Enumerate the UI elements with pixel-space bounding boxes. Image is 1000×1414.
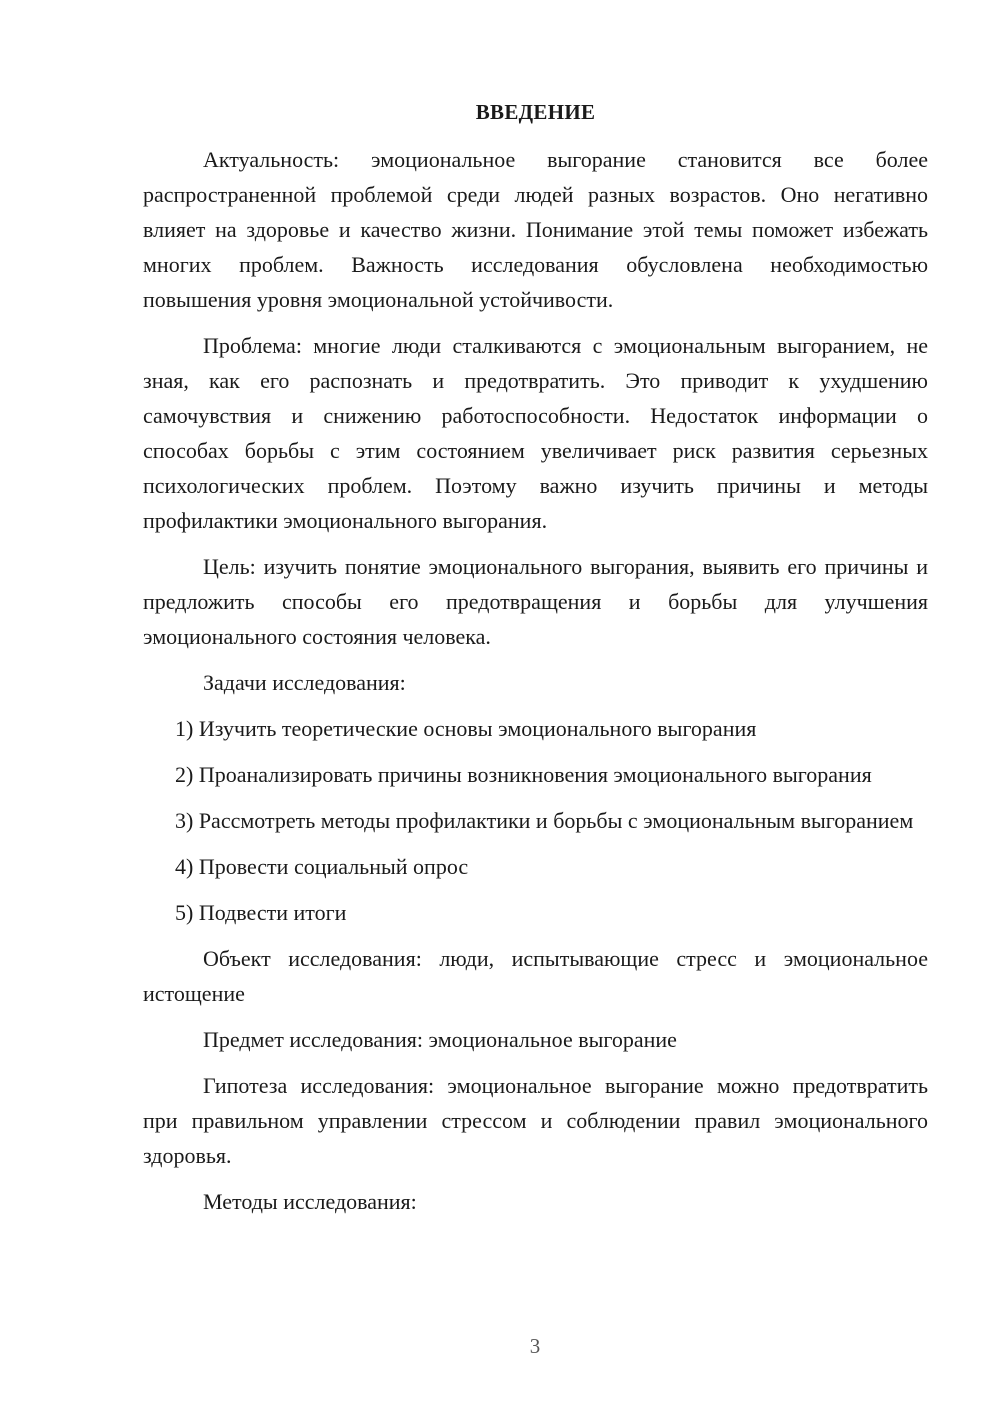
section-title: ВВЕДЕНИЕ — [475, 100, 596, 124]
object-paragraph: Объект исследования: люди, испытывающие стресс и эмоциональное истощение — [143, 946, 928, 1006]
document-page — [143, 95, 928, 1230]
task-item-3: 3) Рассмотреть методы профилактики и борьбы с эмоциональным выгоранием — [175, 808, 914, 833]
task-item-1: 1) Изучить теоретические основы эмоционального выгорания — [175, 716, 757, 741]
task-item-2: 2) Проанализировать причины возникновения эмоционального выгорания — [175, 762, 872, 787]
task-item-4: 4) Провести социальный опрос — [175, 854, 469, 879]
relevance-paragraph: Актуальность: эмоциональное выгорание становится все более распространенной проблемой среди людей разных возрастов. Оно негативно влияет на здоровье и качество жизни. Понимание этой темы поможет избежать многих проблем. Важность исследования обусловлена необходимостью повышения уровня эмоциональной устойчивости. — [143, 147, 928, 312]
subject-paragraph: Предмет исследования: эмоциональное выгорание — [203, 1027, 677, 1052]
tasks-heading: Задачи исследования: — [203, 670, 406, 695]
methods-heading: Методы исследования: — [203, 1189, 417, 1214]
task-item-5: 5) Подвести итоги — [175, 900, 347, 925]
goal-paragraph: Цель: изучить понятие эмоционального выгорания, выявить его причины и предложить способы его предотвращения и борьбы для улучшения эмоционального состояния человека. — [143, 554, 928, 649]
hypothesis-paragraph: Гипотеза исследования: эмоциональное выгорание можно предотвратить при правильном управлении стрессом и соблюдении правил эмоционального здоровья. — [143, 1073, 928, 1168]
page-number: 3 — [529, 1334, 541, 1358]
problem-paragraph: Проблема: многие люди сталкиваются с эмоциональным выгоранием, не зная, как его распознать и предотвратить. Это приводит к ухудшению самочувствия и снижению работоспособности. Недостаток информации о способах борьбы с этим состоянием увеличивает риск развития серьезных психологических проблем. Поэтому важно изучить причины и методы профилактики эмоционального выгорания. — [143, 333, 928, 533]
